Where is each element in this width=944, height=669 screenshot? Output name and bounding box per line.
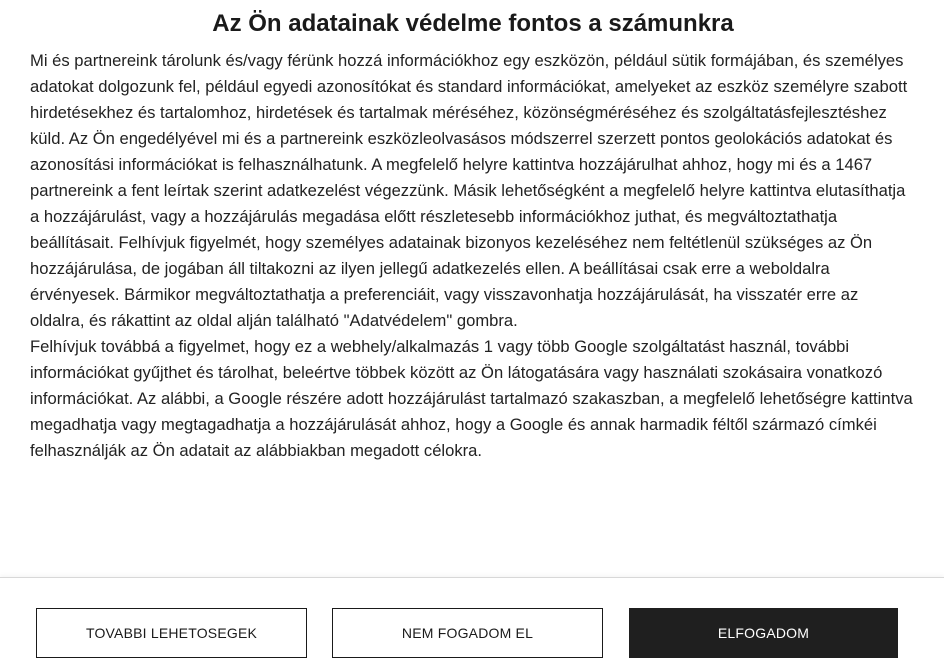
accept-button[interactable]: ELFOGADOM: [629, 608, 898, 658]
consent-paragraph-1: Mi és partnereink tárolunk és/vagy férünk hozzá információkhoz egy eszközön, például sütik formájában, és személyes adatokat dolgozunk fel, például egyedi azonosítókat és standard információkat, amelyeket az eszköz személyre szabott hirdetésekhez és tartalomhoz, hirdetések és tartalmak méréséhez, közönségméréséhez és szolgáltatásfejlesztéshez küld. Az Ön engedélyével mi és a partnereink eszközleolvasásos módszerrel szerzett pontos geolokációs adatokat és azonosítási információkat is felhasználhatunk. A megfelelő helyre kattintva hozzájárulhat ahhoz, hogy mi és a 1467 partnereink a fent leírtak szerint adatkezelést végezzünk. Másik lehetőségként a megfelelő helyre kattintva elutasíthatja a hozzájárulást, vagy a hozzájárulás megadása előtt részletesebb információkhoz juthat, és megváltoztathatja beállításait. Felhívjuk figyelmét, hogy személyes adatainak bizonyos kezeléséhez nem feltétlenül szükséges az Ön hozzájárulása, de jogában áll tiltakozni az ilyen jellegű adatkezelés ellen. A beállításai csak erre a weboldalra érvényesek. Bármikor megváltoztathatja a preferenciáit, vagy visszavonhatja hozzájárulását, ha visszatér erre az oldalra, és rákattint az oldal alján található "Adatvédelem" gombra.: [30, 51, 908, 330]
reject-button[interactable]: NEM FOGADOM EL: [332, 608, 603, 658]
consent-content: [30, 0, 916, 560]
more-options-button[interactable]: TOVABBI LEHETOSEGEK: [36, 608, 307, 658]
consent-body: [30, 48, 916, 464]
consent-title: Az Ön adatainak védelme fontos a számunkra: [212, 10, 734, 37]
consent-paragraph-2: Felhívjuk továbbá a figyelmet, hogy ez a webhely/alkalmazás 1 vagy több Google szolgáltatást használ, további információkat gyűjthet és tárolhat, beleértve többek között az Ön látogatására vagy használati szokásaira vonatkozó információkat. Az alábbi, a Google részére adott hozzájárulást tartalmazó szakaszban, a megfelelő lehetőségre kattintva megadhatja vagy megtagadhatja a hozzájárulását ahhoz, hogy a Google és annak harmadik féltől származó címkéi felhasználják az Ön adatait az alábbiakban megadott célokra.: [30, 337, 913, 460]
consent-footer: [0, 577, 944, 669]
